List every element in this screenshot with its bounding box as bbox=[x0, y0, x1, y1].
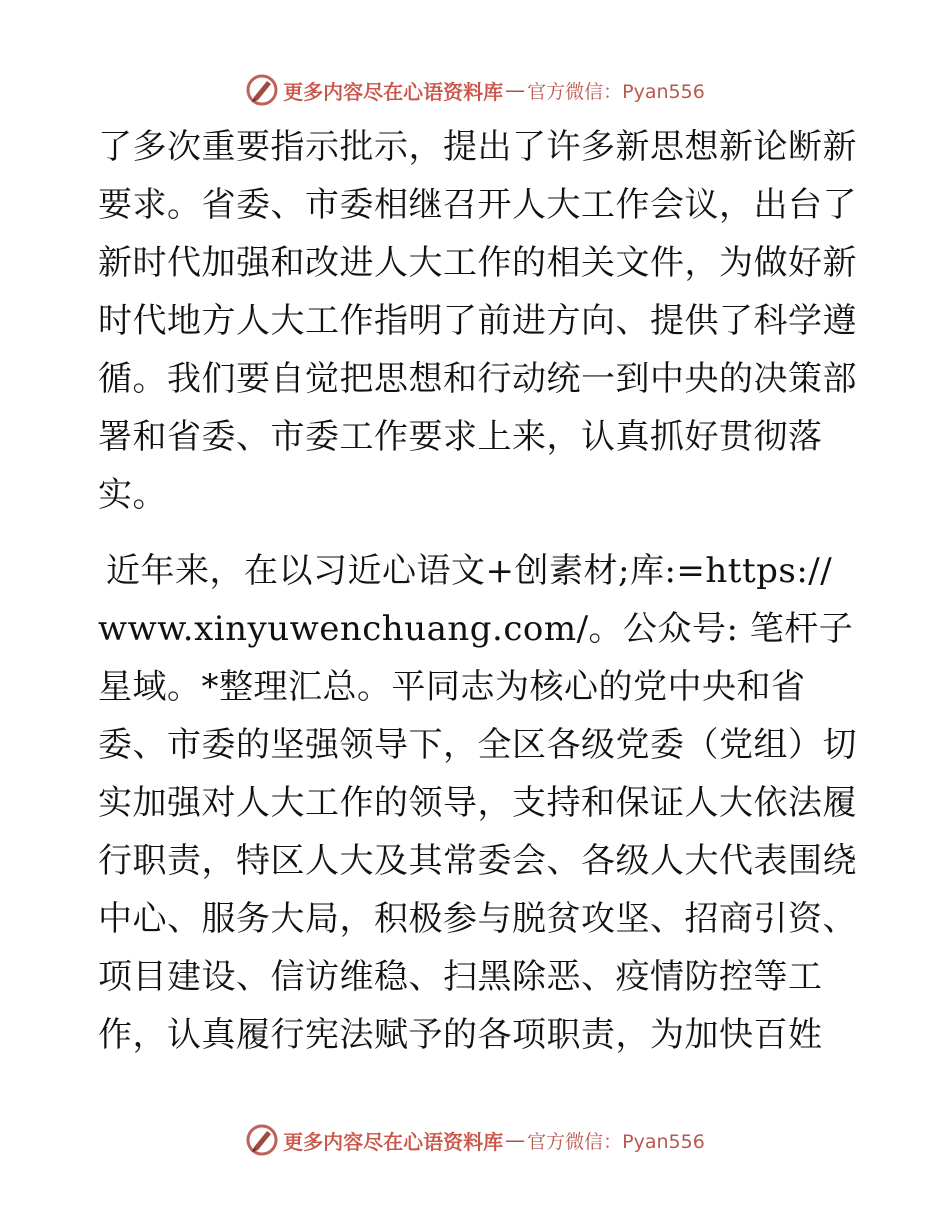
banner-title: 更多内容尽在心语资料库 bbox=[283, 1129, 504, 1154]
document-body bbox=[98, 118, 858, 1064]
header-watermark-banner bbox=[0, 70, 950, 110]
paragraph-2: 近年来，在以习近心语文+创素材;库:=https://www.xinyuwenchuang.com/。公众号: 笔杆子星域。*整理汇总。平同志为核心的党中央和省委、市委的坚强领导下，全区各级党委（党组）切实加强对人大工作的领导，支持和保证人大依法履行职责，特区人大及其常委会、各级人大代表围绕中心、服务大局，积极参与脱贫攻坚、招商引资、项目建设、信访维稳、扫黑除恶、疫情防控等工作，认真履行宪法赋予的各项职责，为加快百姓 bbox=[98, 551, 857, 1055]
paragraph-1: 了多次重要指示批示，提出了许多新思想新论断新要求。省委、市委相继召开人大工作会议，出台了新时代加强和改进人大工作的相关文件，为做好新时代地方人大工作指明了前进方向、提供了科学遵循。我们要自觉把思想和行动统一到中央的决策部署和省委、市委工作要求上来，认真抓好贯彻落实。 bbox=[98, 127, 857, 515]
pen-circle-logo bbox=[245, 1123, 279, 1157]
banner-separator: — bbox=[505, 78, 526, 102]
footer-watermark-banner bbox=[0, 1120, 950, 1160]
banner-title: 更多内容尽在心语资料库 bbox=[283, 79, 504, 104]
banner-separator: — bbox=[505, 1128, 526, 1152]
banner-contact: 官方微信：Pyan556 bbox=[527, 1130, 705, 1153]
banner-contact: 官方微信：Pyan556 bbox=[527, 80, 705, 103]
pen-circle-logo bbox=[245, 73, 279, 107]
